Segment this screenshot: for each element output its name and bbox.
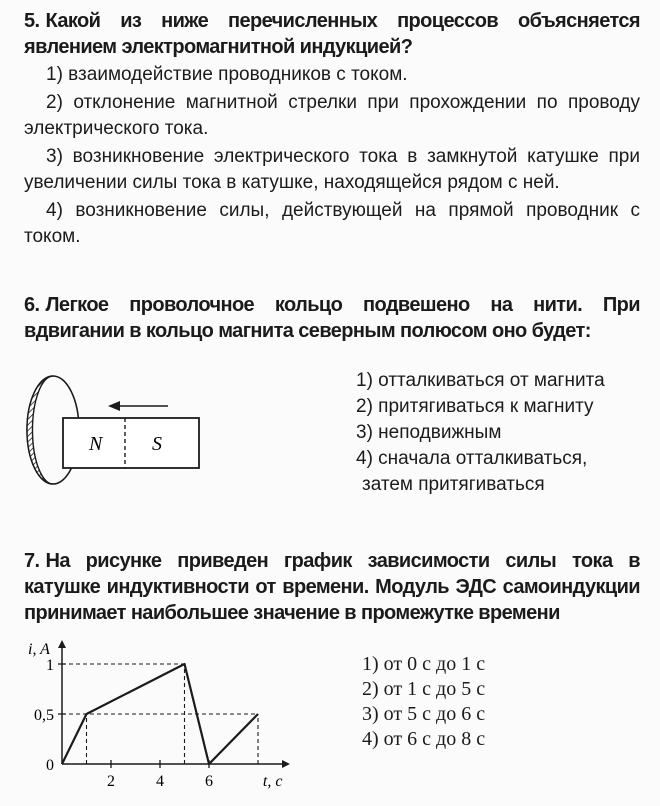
bar-magnet	[63, 418, 199, 468]
question-6-title	[24, 292, 640, 344]
y-axis-label: i, A	[28, 641, 50, 658]
question-6-option-3: 3) неподвижным	[356, 422, 502, 443]
axis-ticks	[58, 664, 209, 768]
direction-arrow	[108, 401, 168, 411]
question-6-option-4-continued: затем притягиваться	[362, 474, 545, 495]
question-7-option-2: 2) от 1 с до 5 с	[362, 678, 486, 700]
south-pole-label: S	[152, 433, 162, 455]
question-7-options	[362, 652, 485, 752]
question-6-option-1: 1) отталкиваться от магнита	[356, 370, 605, 391]
question-6-option-4: 4) сначала отталкиваться,	[356, 448, 588, 469]
guide-lines	[62, 664, 258, 764]
question-6-option-2: 2) притягиваться к магниту	[356, 396, 594, 417]
question-6	[24, 292, 640, 344]
question-7-option-4: 4) от 6 с до 8 с	[362, 728, 486, 750]
question-5-option-3: 3) возникновение электрического тока в замкнутой катушке при увеличении силы тока в катушке, находящейся рядом с ней.	[24, 146, 640, 193]
x-tick-label: 4	[156, 773, 164, 790]
current-time-chart	[0, 634, 300, 804]
question-5-option-1: 1) взаимодействие проводников с током.	[46, 64, 408, 85]
y-tick-label: 0	[46, 757, 54, 774]
x-tick-label: 2	[107, 773, 115, 790]
question-6-number: 6.	[24, 294, 40, 316]
question-5-title	[24, 8, 640, 60]
question-7-option-1: 1) от 0 с до 1 с	[362, 653, 486, 675]
question-6-text: Легкое проволочное кольцо подвешено на нити. При вдвигании в кольцо магнита северным полюсом оно будет:	[24, 294, 640, 342]
question-5-text: Какой из ниже перечисленных процессов объясняется явлением электромагнитной индукцией?	[24, 10, 640, 58]
north-pole-label: N	[89, 433, 103, 455]
question-5	[24, 8, 640, 250]
ring-magnet-figure	[18, 372, 208, 488]
question-7-text: На рисунке приведен график зависимости силы тока в катушке индуктивности от времени. Модуль ЭДС самоиндукции принимает наибольшее значение в промежутке времени	[24, 550, 640, 624]
question-5-option-4: 4) возникновение силы, действующей на прямой проводник с током.	[24, 200, 640, 247]
question-7-title	[24, 548, 640, 626]
question-7-option-3: 3) от 5 с до 6 с	[362, 703, 486, 725]
question-6-options	[356, 368, 605, 498]
question-7	[24, 548, 640, 626]
x-axis-label: t, с	[262, 773, 283, 790]
question-5-number: 5.	[24, 10, 40, 32]
question-5-option-2: 2) отклонение магнитной стрелки при прохождении по проводу электрического тока.	[24, 92, 640, 139]
x-tick-label: 6	[205, 773, 213, 790]
question-7-number: 7.	[24, 550, 40, 572]
y-tick-label: 0,5	[34, 707, 54, 724]
y-tick-label: 1	[46, 657, 54, 674]
